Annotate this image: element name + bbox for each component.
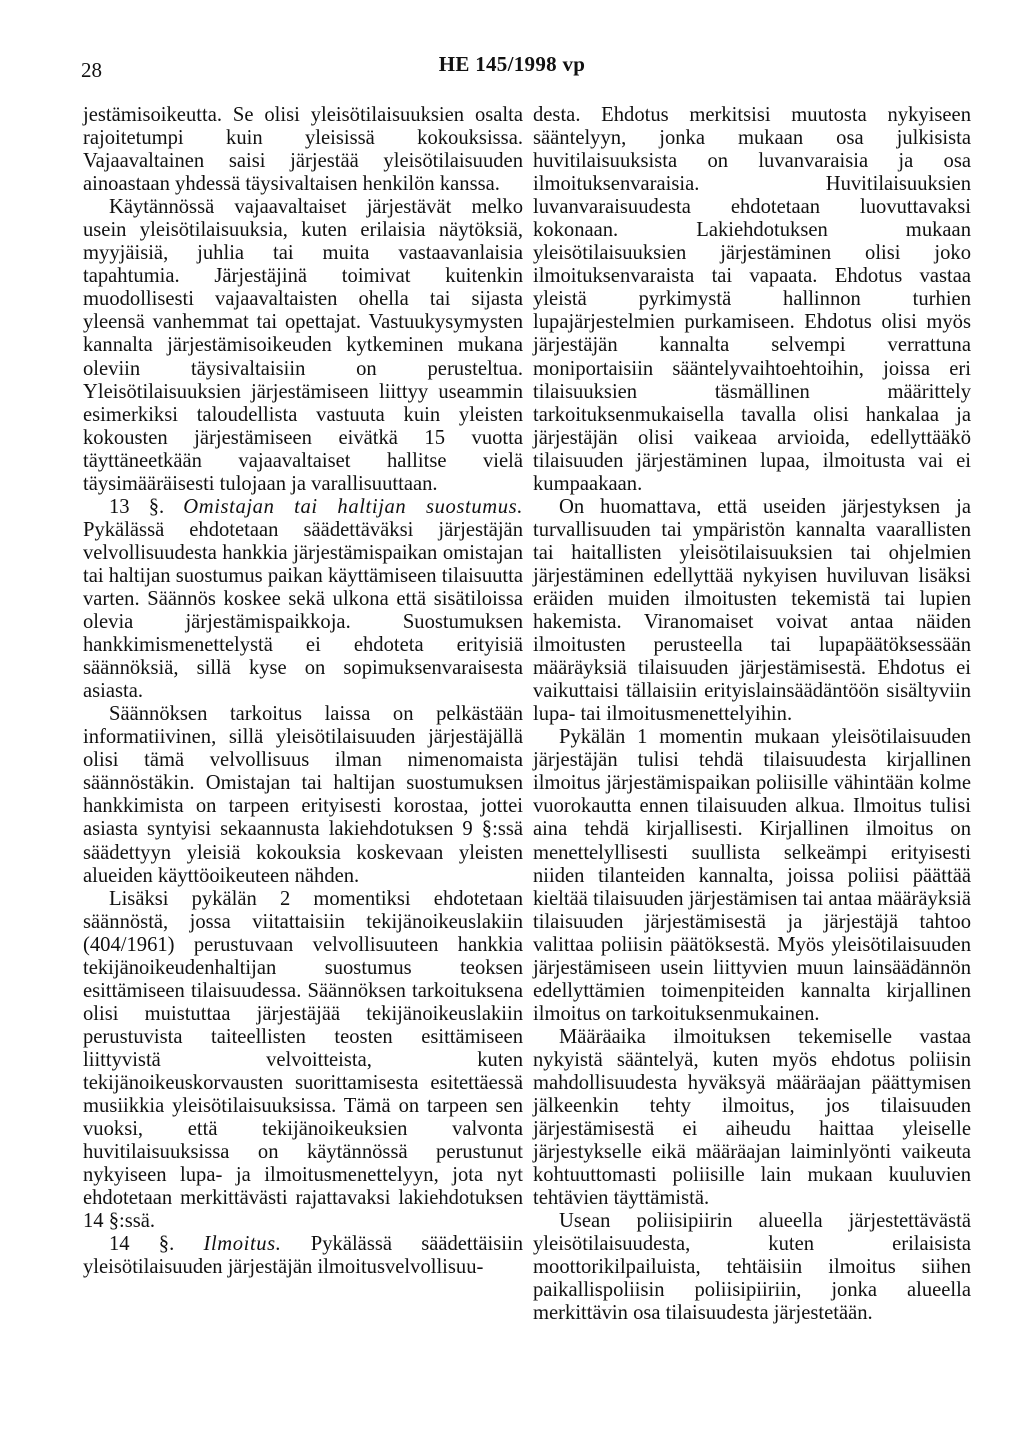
paragraph: Pykälän 1 momentin mukaan yleisötilaisuuden järjestäjän tulisi tehdä tilaisuudesta kirjallinen ilmoitus järjestämispaikan poliisille vähintään kolme vuorokautta ennen tilaisuuden alkua. Ilmoitus tulisi aina tehdä kirjallisesti. Kirjallinen ilmoitus on menettelyllisesti suullista selkeämpi erityisesti niiden tilanteiden kannalta, joissa poliisi päättää kieltää tilaisuuden järjestämisen tai antaa määräyksiä tilaisuuden järjestämisestä ja järjestäjä tahtoo valittaa poliisin päätöksestä. Myös yleisötilaisuuden järjestämiseen usein liittyvien muun lainsäädännön edellyttämien toimenpiteiden kannalta kirjallinen ilmoitus on tarkoituksenmukainen. xyxy=(533,726,971,1025)
paragraph: jestämisoikeutta. Se olisi yleisötilaisuuksien osalta rajoitetumpi kuin yleisissä kokouksissa. Vajaavaltainen saisi järjestää yleisötilaisuuden ainoastaan yhdessä täysivaltaisen henkilön kanssa. xyxy=(83,104,523,196)
paragraph: Määräaika ilmoituksen tekemiselle vastaa nykyistä sääntelyä, kuten myös ehdotus poliisin mahdollisuudesta hyväksyä määräajan päättymisen jälkeenkin tehty ilmoitus, jos tilaisuuden järjestämisestä ei aiheudu haittaa yleiselle järjestykselle eikä määräajan laiminlyönti vaikeuta kohtuuttomasti poliisille lain mukaan kuuluvien tehtävien täyttämistä. xyxy=(533,1025,971,1210)
running-head: HE 145/1998 vp xyxy=(438,52,586,76)
page-number: 28 xyxy=(81,58,102,82)
right-column xyxy=(533,104,971,1325)
section-14 xyxy=(83,1233,523,1279)
paragraph: Käytännössä vajaavaltaiset järjestävät melko usein yleisötilaisuuksia, kuten erilaisia näytöksiä, myyjäisiä, juhlia tai muita vastaavanlaisia tapahtumia. Järjestäjinä toimivat kuitenkin muodollisesti vajaavaltaisten ohella tai sijasta yleensä vanhemmat tai opettajat. Vastuukysymysten kannalta järjestämisoikeuden kytkeminen mukana oleviin täysivaltaisiin on perusteltua. Yleisötilaisuuksien järjestämiseen liittyy useammin esimerkiksi taloudellista vastuuta kuin yleisten kokousten järjestämiseen eivätkä 15 vuotta täyttäneetkään vajaavaltaiset hallitse vielä täysimääräisesti tulojaan ja varallisuuttaan. xyxy=(83,196,523,495)
section-title: Omistajan tai haltijan suostumus. xyxy=(183,495,523,518)
section-title: Ilmoitus. xyxy=(203,1233,282,1256)
paragraph: On huomattava, että useiden järjestyksen ja turvallisuuden tai ympäristön kannalta vaarallisten tai haitallisten yleisötilaisuuksien tai ohjelmien järjestäminen edellyttää nykyisen huviluvan lisäksi eräiden muiden ilmoitusten tekemistä tai lupien hakemista. Viranomaiset voivat antaa näiden ilmoitusten perusteella tai lupapäätöksessään määräyksiä tilaisuuden järjestämisestä. Ehdotus ei vaikuttaisi tällaisiin erityislainsäädäntöön sisältyviin lupa- tai ilmoitusmenettelyihin. xyxy=(533,495,971,726)
paragraph: Usean poliisipiirin alueella järjestettävästä yleisötilaisuudesta, kuten erilaisista moottorikilpailuista, tehtäisiin ilmoitus siihen paikallispoliisin poliisipiiriin, jonka alueella merkittävin osa tilaisuudesta järjestetään. xyxy=(533,1210,971,1325)
paragraph: Säännöksen tarkoitus laissa on pelkästään informatiivinen, sillä yleisötilaisuuden järjestäjällä olisi tämä velvollisuus ilman nimenomaista säännöstäkin. Omistajan tai haltijan suostumuksen hankkimista on tarpeen erityisesti korostaa, jottei asiasta syntyisi sekaannusta lakiehdotuksen 9 §:ssä säädettyyn yleisiä kokouksia koskevaan yleisten alueiden käyttöoikeuteen nähden. xyxy=(83,703,523,887)
paragraph: desta. Ehdotus merkitsisi muutosta nykyiseen sääntelyyn, jonka mukaan osa julkisista huvitilaisuuksista on luvanvaraisia ja osa ilmoituksenvaraisia. Huvitilaisuuksien luvanvaraisuudesta ehdotetaan luovuttavaksi kokonaan. Lakiehdotuksen mukaan yleisötilaisuuksien järjestäminen olisi joko ilmoituksenvaraista tai vapaata. Ehdotus vastaa yleistä pyrkimystä hallinnon turhien lupajärjestelmien purkamiseen. Ehdotus olisi myös järjestäjän kannalta selvempi verrattuna moniportaisiin sääntelyvaihtoehtoihin, joissa eri tilaisuuksien täsmällinen määrittely tarkoituksenmukaisella tavalla olisi hankalaa ja järjestäjän olisi vaikeaa arvioida, edellyttääkö tilaisuuden järjestäminen lupaa, ilmoitusta vai ei kumpaakaan. xyxy=(533,104,971,495)
section-number: 13 §. xyxy=(109,495,165,518)
left-column xyxy=(83,104,523,1279)
paragraph: Lisäksi pykälän 2 momentiksi ehdotetaan säännöstä, jossa viitattaisiin tekijänoikeuslakiin (404/1961) perustuvaan velvollisuuteen hankkia tekijänoikeudenhaltijan suostumus teoksen esittämiseen tilaisuudessa. Säännöksen tarkoituksena olisi muistuttaa järjestäjää tekijänoikeuslakiin perustuvista taiteellisten teosten esittämiseen liittyvistä velvoitteista, kuten tekijänoikeuskorvausten suorittamisesta esitettäessä musiikkia yleisötilaisuuksissa. Tämä on tarpeen sen vuoksi, että tekijänoikeuksien valvonta huvitilaisuuksissa on käytännössä perustunut nykyiseen lupa- ja ilmoitusmenettelyyn, jota nyt ehdotetaan merkittävästi rajattavaksi lakiehdotuksen 14 §:ssä. xyxy=(83,887,523,1233)
section-text: Pykälässä ehdotetaan säädettäväksi järjestäjän velvollisuudesta hankkia järjestämispaikan omistajan tai haltijan suostumus paikan käyttämiseen tilaisuutta varten. Säännös koskee sekä ulkona että sisätiloissa olevia järjestämispaikkoja. Suostumuksen hankkimismenettelystä ei ehdoteta erityisiä säännöksiä, sillä kyse on sopimuksenvaraisesta asiasta. xyxy=(83,518,523,703)
section-number: 14 §. xyxy=(109,1233,175,1256)
section-text: Pykälässä säädettäisiin yleisötilaisuuden järjestäjän ilmoitusvelvollisuu- xyxy=(83,1233,523,1279)
section-13 xyxy=(83,496,523,703)
